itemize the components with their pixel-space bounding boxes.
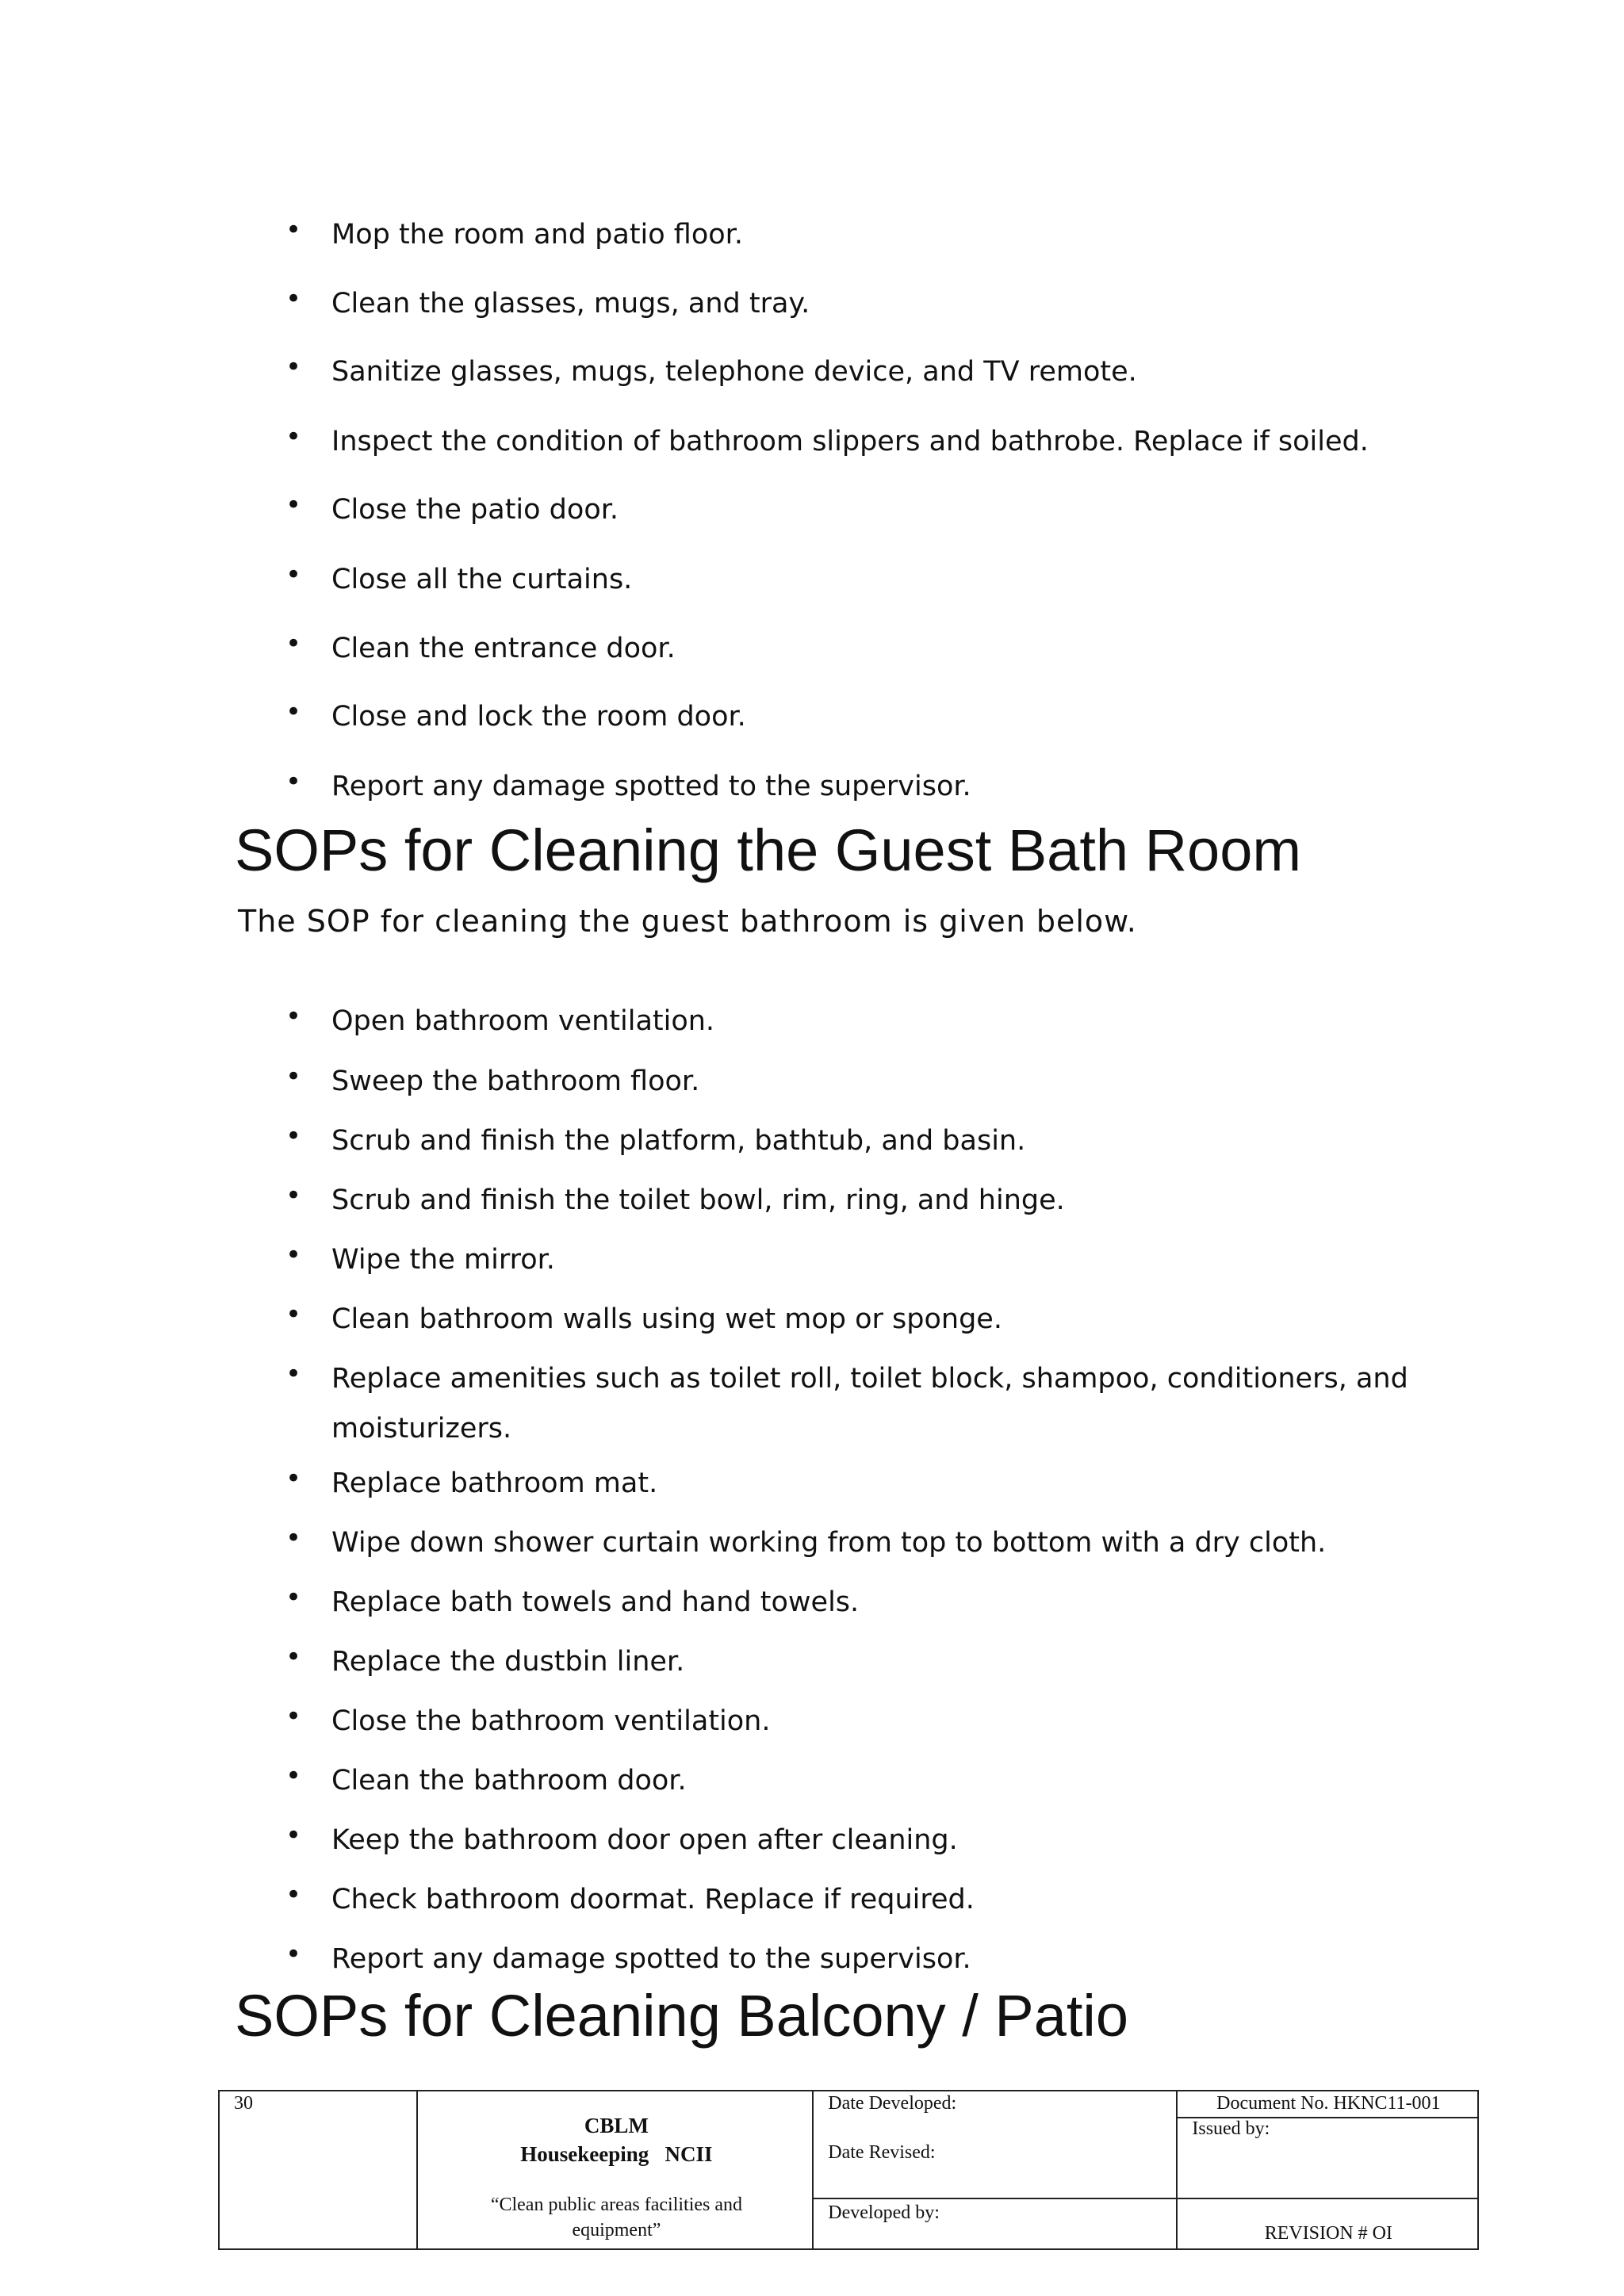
list-item-text: Close and lock the room door. — [331, 701, 746, 733]
list-item — [0, 1816, 1624, 1865]
list-item-text: Replace the dustbin liner. — [331, 1646, 685, 1678]
list-item — [0, 1875, 1624, 1924]
bullet-icon: • — [285, 1522, 302, 1554]
bullet-icon: • — [285, 1582, 302, 1613]
list-item — [0, 1295, 1624, 1344]
list-item — [0, 555, 1624, 604]
dates-cell — [813, 2091, 1177, 2249]
bullet-icon: • — [285, 1180, 302, 1211]
doc-divider-bottom — [1178, 2198, 1477, 2199]
page-number: 30 — [234, 2093, 253, 2114]
list-item-text: Clean the bathroom door. — [331, 1765, 687, 1797]
module-subtitle-line1: “Clean public areas facilities and — [490, 2195, 743, 2215]
bullet-icon: • — [285, 559, 302, 591]
bullet-icon: • — [285, 1760, 302, 1792]
issued-by-label: Issued by: — [1192, 2118, 1270, 2139]
list-item-text: Mop the room and patio floor. — [331, 219, 743, 251]
list-item — [0, 1637, 1624, 1686]
list-item-text: Report any damage spotted to the supervisor. — [331, 771, 971, 802]
bullet-icon: • — [285, 489, 302, 521]
list-item — [0, 1934, 1624, 1984]
list-item-text: Replace amenities such as toilet roll, toilet block, shampoo, conditioners, and moisturizers. — [331, 1363, 1408, 1445]
bullet-icon: • — [285, 1239, 302, 1271]
list-item — [0, 347, 1624, 396]
list-item-text: Check bathroom doormat. Replace if required. — [331, 1884, 975, 1915]
bullet-icon: • — [285, 351, 302, 383]
dates-divider — [814, 2198, 1176, 2199]
module-title-line2: Housekeeping NCII — [520, 2142, 713, 2166]
list-item — [0, 1756, 1624, 1805]
bullet-icon: • — [285, 1820, 302, 1851]
bullet-icon: • — [285, 1879, 302, 1911]
bullet-icon: • — [285, 1299, 302, 1330]
list-item-text: Sanitize glasses, mugs, telephone device, and TV remote. — [331, 356, 1137, 388]
list-item — [0, 1459, 1624, 1508]
list-item — [0, 1697, 1624, 1746]
bathroom-section-heading: SOPs for Cleaning the Guest Bath Room — [235, 817, 1302, 883]
bathroom-section-intro: The SOP for cleaning the guest bathroom is given below. — [238, 904, 1137, 939]
list-item — [0, 1235, 1624, 1284]
list-item-text: Close the patio door. — [331, 494, 619, 526]
list-item — [0, 692, 1624, 741]
list-item-text: Close the bathroom ventilation. — [331, 1705, 771, 1737]
list-item-text: Report any damage spotted to the supervisor. — [331, 1943, 971, 1975]
page-number-cell — [219, 2091, 417, 2249]
bullet-icon: • — [285, 214, 302, 246]
list-item-text: Replace bath towels and hand towels. — [331, 1586, 860, 1618]
list-item — [0, 997, 1624, 1046]
bullet-icon: • — [285, 1061, 302, 1093]
document-info-cell — [1177, 2091, 1478, 2249]
bullet-icon: • — [285, 1938, 302, 1970]
module-subtitle-line2: equipment” — [572, 2220, 661, 2241]
list-item-text: Clean the glasses, mugs, and tray. — [331, 288, 810, 320]
list-item-text: Wipe down shower curtain working from top to bottom with a dry cloth. — [331, 1527, 1327, 1559]
list-item — [0, 1176, 1624, 1225]
list-item — [0, 624, 1624, 673]
list-item — [0, 1116, 1624, 1165]
bullet-icon: • — [285, 1701, 302, 1732]
list-item-text: Clean bathroom walls using wet mop or sponge. — [331, 1303, 1002, 1335]
list-item — [0, 762, 1624, 811]
bullet-icon: • — [285, 1001, 302, 1032]
list-item-text: Keep the bathroom door open after cleaning. — [331, 1824, 958, 1856]
list-item-text: Scrub and finish the platform, bathtub, and basin. — [331, 1125, 1026, 1157]
module-title-line1: CBLM — [584, 2114, 649, 2137]
list-item — [0, 279, 1624, 328]
bullet-icon: • — [285, 283, 302, 315]
list-item — [0, 1354, 1624, 1454]
date-developed-label: Date Developed: — [828, 2093, 957, 2114]
bullet-icon: • — [285, 1463, 302, 1494]
bullet-icon: • — [285, 421, 302, 453]
bullet-icon: • — [285, 1120, 302, 1152]
list-item-text: Wipe the mirror. — [331, 1244, 555, 1276]
list-item — [0, 1057, 1624, 1106]
list-item-text: Clean the entrance door. — [331, 633, 676, 664]
list-item — [0, 1578, 1624, 1627]
list-item-text: Sweep the bathroom floor. — [331, 1066, 700, 1097]
list-item — [0, 485, 1624, 534]
bullet-icon: • — [285, 766, 302, 798]
document-footer-table — [218, 2090, 1479, 2250]
date-revised-label: Date Revised: — [828, 2142, 936, 2163]
list-item-text: Replace bathroom mat. — [331, 1468, 658, 1499]
list-item-text: Scrub and finish the toilet bowl, rim, ring, and hinge. — [331, 1184, 1065, 1216]
list-item-text: Inspect the condition of bathroom slippers and bathrobe. Replace if soiled. — [331, 426, 1369, 457]
list-item — [0, 210, 1624, 259]
bullet-icon: • — [285, 1641, 302, 1673]
bullet-icon: • — [285, 1358, 302, 1390]
document-number: Document No. HKNC11-001 — [1216, 2093, 1441, 2114]
list-item — [0, 417, 1624, 466]
list-item — [0, 1518, 1624, 1567]
list-item-text: Close all the curtains. — [331, 564, 633, 595]
balcony-section-heading: SOPs for Cleaning Balcony / Patio — [235, 1983, 1129, 2049]
module-title-cell — [417, 2091, 813, 2249]
list-item-text: Open bathroom ventilation. — [331, 1005, 715, 1037]
bullet-icon: • — [285, 696, 302, 728]
bullet-icon: • — [285, 628, 302, 660]
developed-by-label: Developed by: — [828, 2202, 940, 2223]
revision-number: REVISION # OI — [1264, 2223, 1393, 2244]
